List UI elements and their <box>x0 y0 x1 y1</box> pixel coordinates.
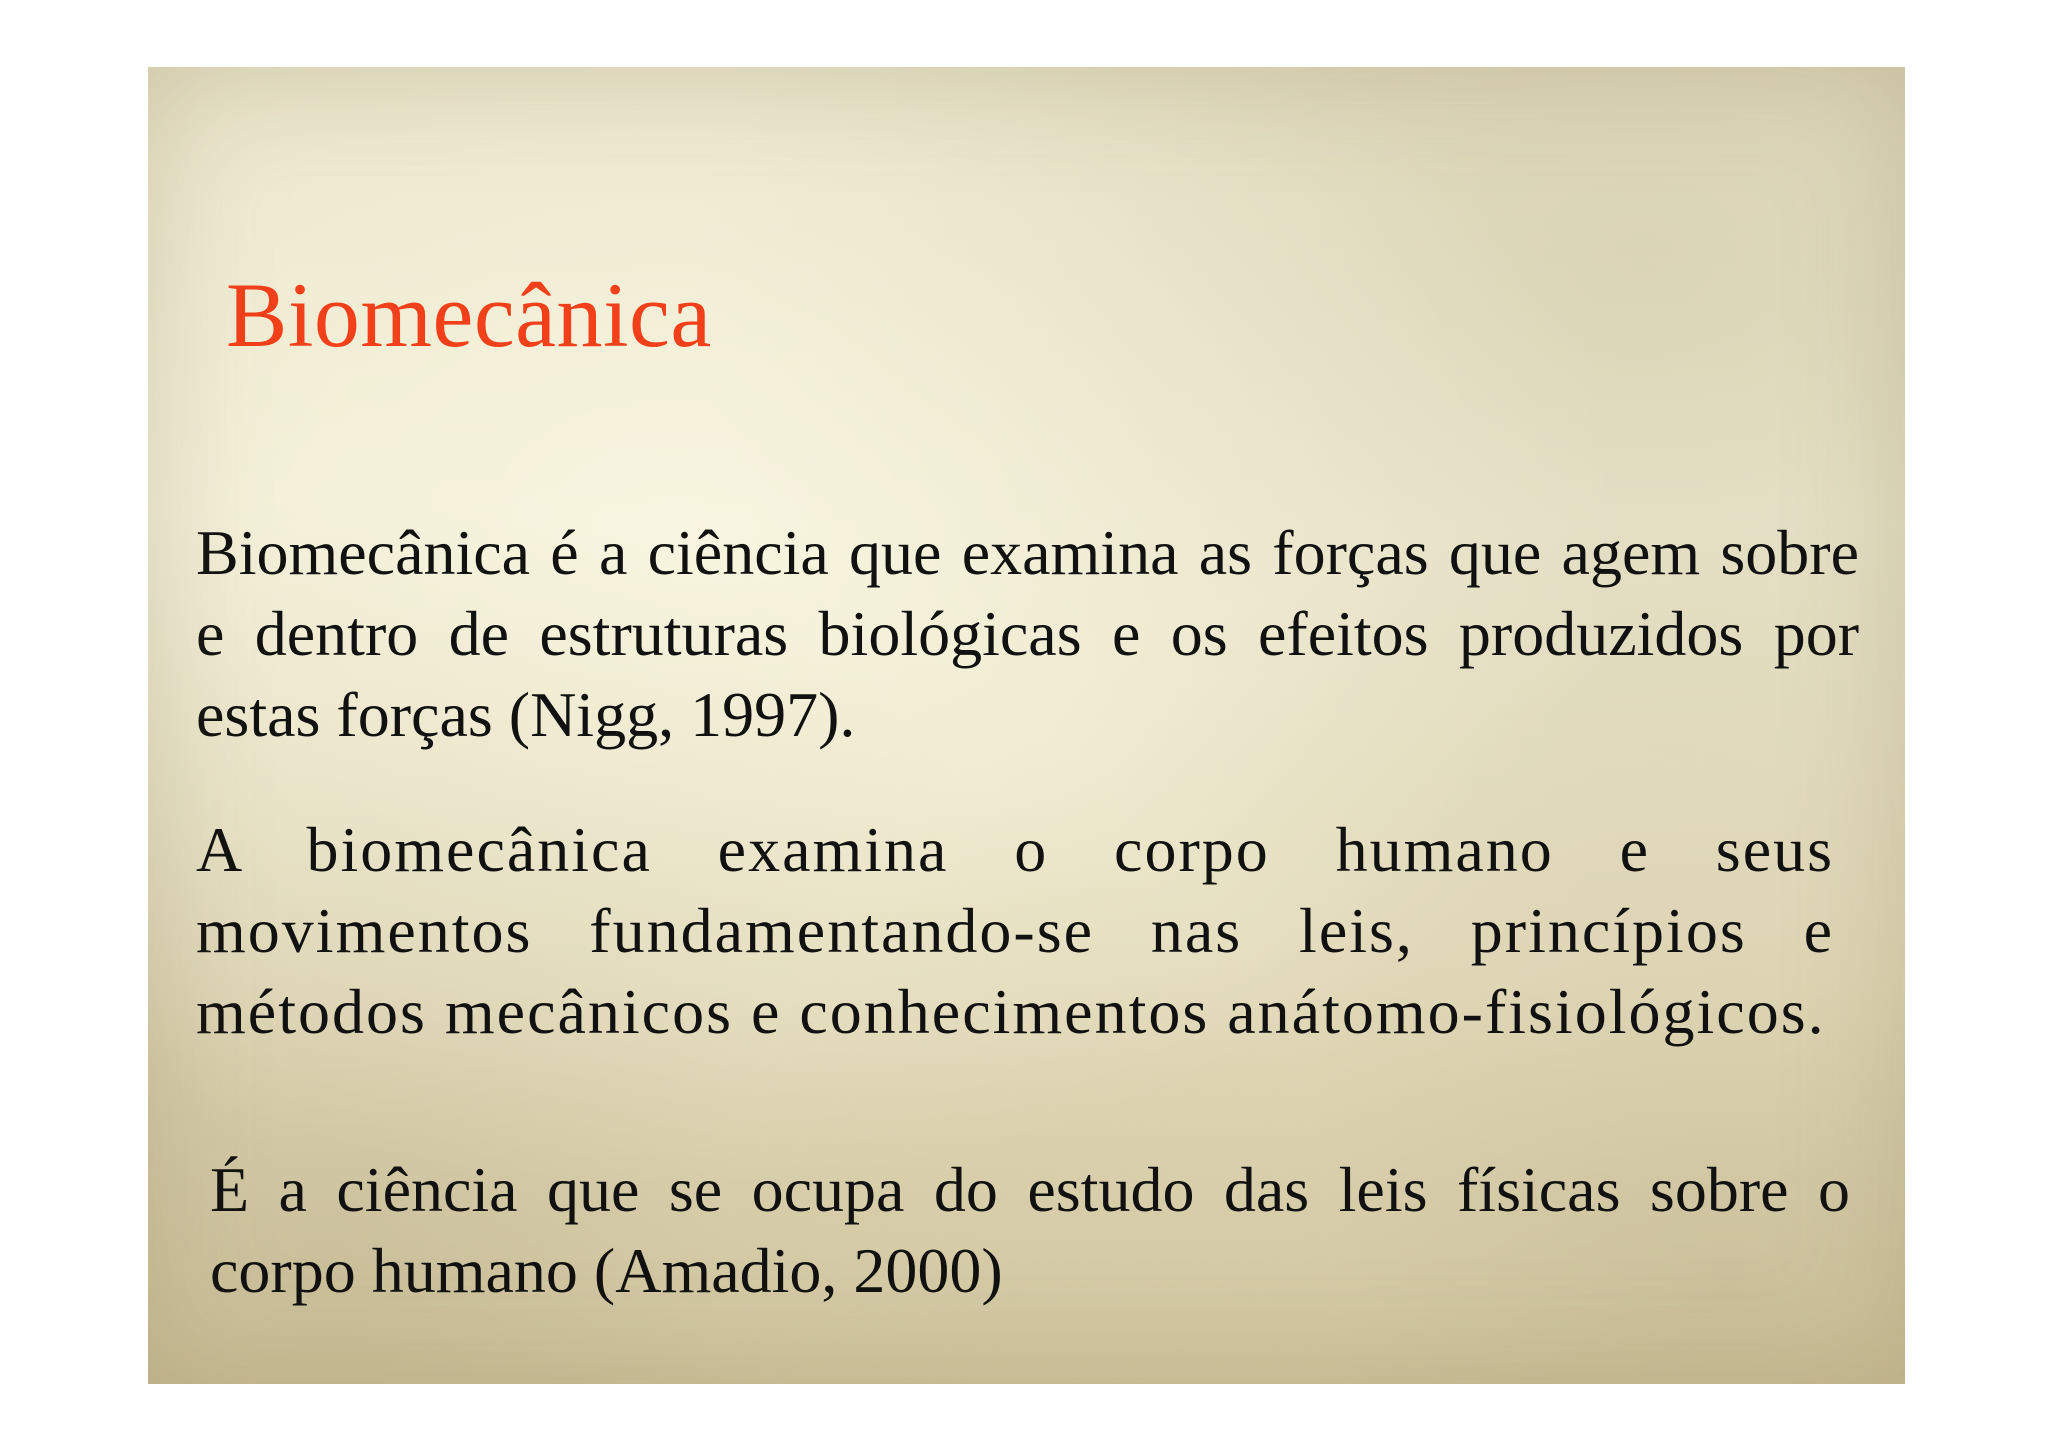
slide-title: Biomecânica <box>226 264 712 366</box>
paragraph-definition-amadio: É a ciência que se ocupa do estudo das leis físicas sobre o corpo humano (Amadio, 2000) <box>210 1154 1850 1306</box>
slide <box>148 67 1905 1384</box>
paragraph-human-body-movements: A biomecânica examina o corpo humano e seus movimentos fundamentando-se nas leis, princípios e métodos mecânicos e conhecimentos anátomo-fisiológicos. <box>196 814 1834 1047</box>
paragraph-definition-nigg: Biomecânica é a ciência que examina as forças que agem sobre e dentro de estruturas biológicas e os efeitos produzidos por estas forças (Nigg, 1997). <box>196 517 1859 750</box>
